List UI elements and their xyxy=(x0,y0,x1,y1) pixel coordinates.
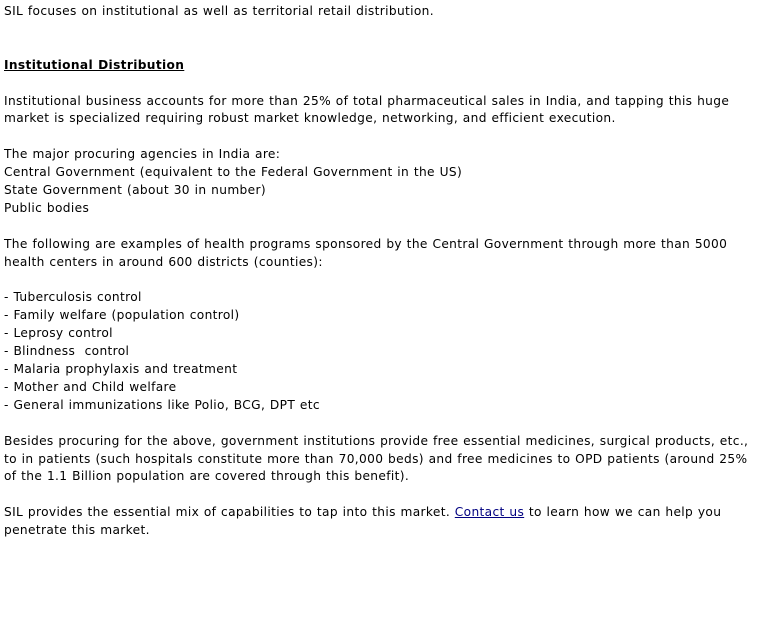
program-item: - General immunizations like Polio, BCG, DPT etc xyxy=(4,397,320,412)
program-item: - Blindness control xyxy=(4,344,130,359)
spacer xyxy=(4,128,760,146)
institutional-paragraph: Institutional business accounts for more than 25% of total pharmaceutical sales in India, and tapping this huge market is specialized requiring robust market knowledge, networking, and efficient execution. xyxy=(4,93,730,126)
spacer xyxy=(4,75,760,93)
intro-text: SIL focuses on institutional as well as territorial retail distribution. xyxy=(4,4,434,18)
program-item: - Tuberculosis control xyxy=(4,290,142,305)
spacer xyxy=(4,21,760,57)
closing-text-end: to learn how we can help you penetrate this market. xyxy=(4,505,722,538)
closing-text-start: SIL provides the essential mix of capabilities to tap into this market. xyxy=(4,505,455,520)
besides-paragraph: Besides procuring for the above, government institutions provide free essential medicines, surgical products, etc., to in patients (such hospitals constitute more than 70,000 beds) and free medicines to OPD patients (around 25% of the 1.1 Billion population are covered through this benefit). xyxy=(4,433,749,484)
contact-us-link[interactable]: Contact us xyxy=(454,505,525,520)
spacer xyxy=(4,218,760,236)
agency-item: Public bodies xyxy=(4,200,90,215)
programs-intro: The following are examples of health programs sponsored by the Central Government through more than 5000 health centers in around 600 districts (counties): xyxy=(4,236,728,269)
agency-item: State Government (about 30 in number) xyxy=(4,183,266,198)
program-item: - Malaria prophylaxis and treatment xyxy=(4,362,238,377)
spacer xyxy=(4,272,760,290)
program-item: - Leprosy control xyxy=(4,326,113,341)
agency-item: Central Government (equivalent to the Federal Government in the US) xyxy=(4,165,463,180)
spacer xyxy=(4,486,760,504)
programs-list xyxy=(4,289,760,414)
section-heading: Institutional Distribution xyxy=(4,57,185,72)
program-item: - Family welfare (population control) xyxy=(4,308,240,323)
program-item: - Mother and Child welfare xyxy=(4,379,177,394)
agencies-intro: The major procuring agencies in India are: xyxy=(4,147,281,162)
agencies-list xyxy=(4,164,760,218)
closing-paragraph xyxy=(4,504,760,540)
spacer xyxy=(4,415,760,433)
